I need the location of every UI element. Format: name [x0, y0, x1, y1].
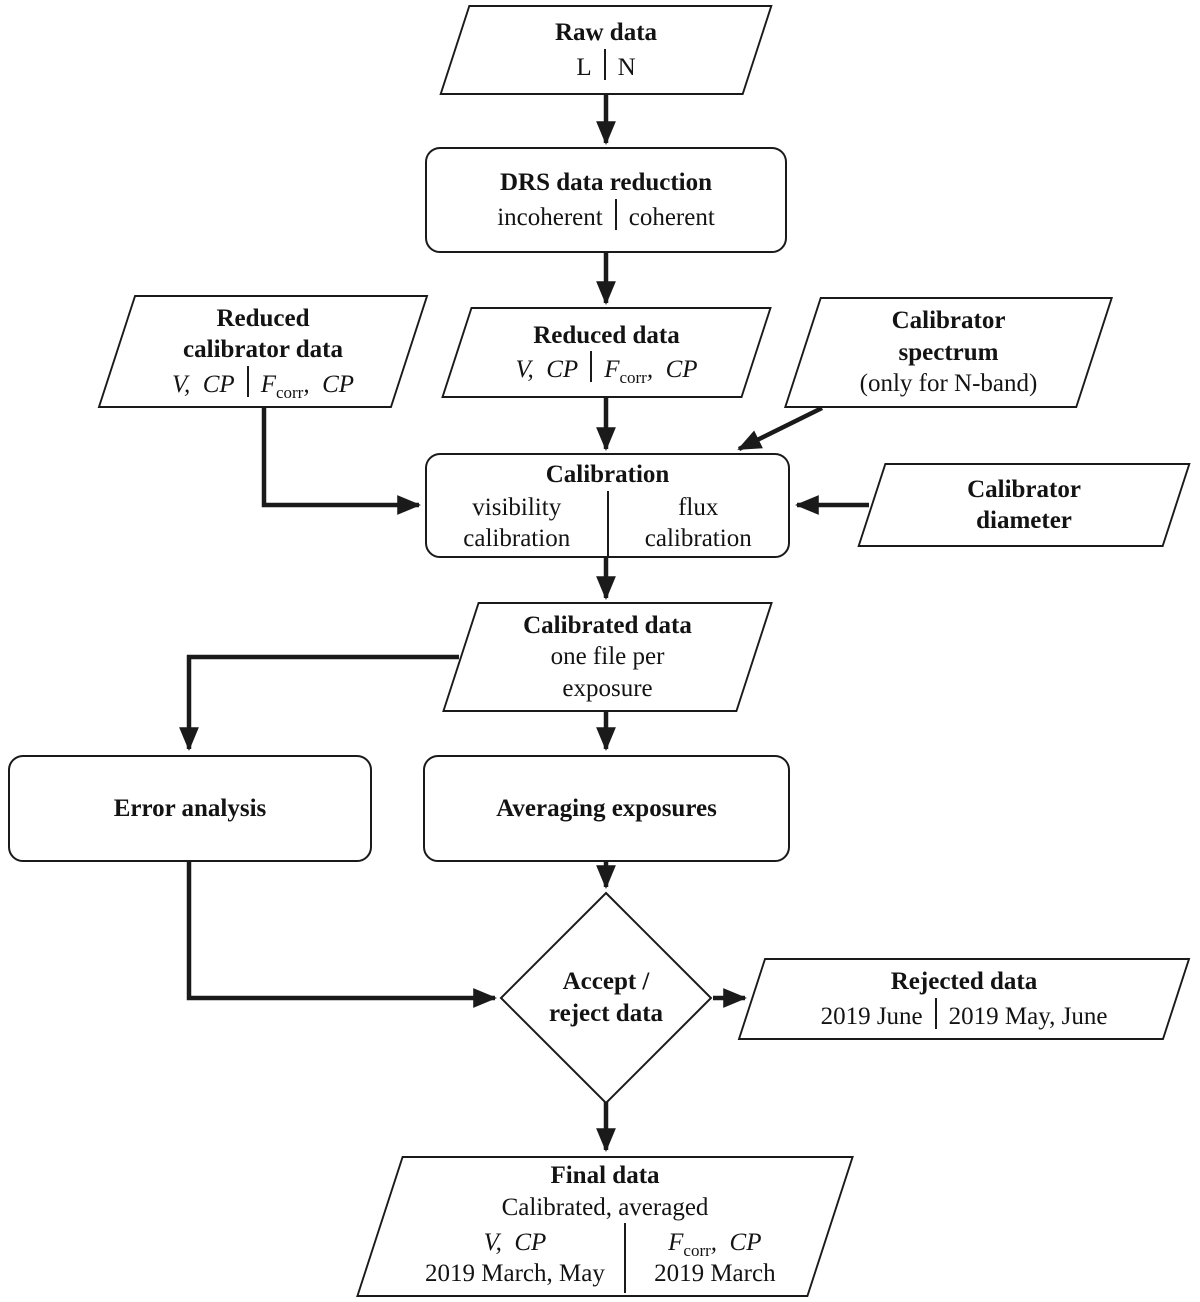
connector-redcal-to-calibration: [264, 406, 419, 505]
final-left-column: [406, 1223, 624, 1293]
formula-left: V, CP: [515, 355, 579, 383]
node-reduced-data: [456, 307, 757, 398]
divider-bar: [615, 199, 617, 230]
mode-right: coherent: [628, 203, 715, 231]
node-title: Raw data: [554, 19, 658, 47]
node-calibration: [425, 453, 790, 558]
col-line: flux: [678, 493, 719, 521]
node-title-line2: spectrum: [898, 338, 999, 366]
divider-bar: [935, 998, 937, 1029]
node-title-line1: Calibrator: [967, 475, 1081, 503]
subscript-corr: corr: [619, 367, 647, 387]
node-raw-data: [454, 5, 758, 95]
node-averaging-exposures: [423, 755, 790, 862]
node-subline1: one file per: [550, 643, 665, 671]
node-title-line1: Calibrator: [891, 307, 1006, 335]
node-calibrator-diameter: [871, 463, 1177, 547]
node-title: Averaging exposures: [496, 794, 717, 822]
final-right-column: [626, 1223, 804, 1293]
connector-error-to-decision: [189, 860, 495, 998]
node-title: Reduced data: [533, 321, 680, 349]
mode-left: incoherent: [497, 203, 603, 231]
connector-caldata-to-error: [189, 657, 459, 749]
node-subline: [576, 49, 635, 83]
node-title-line1: Reduced: [216, 304, 310, 332]
node-title: Final data: [550, 1162, 660, 1189]
node-title: Error analysis: [113, 794, 267, 822]
node-reduced-calibrator-data: [116, 295, 410, 408]
node-subtitle: Calibrated, averaged: [501, 1193, 709, 1221]
node-subline: [821, 998, 1108, 1032]
node-calibrated-data: [460, 602, 755, 712]
col-line: calibration: [463, 525, 571, 553]
divider-bar: [604, 49, 606, 80]
col-line: calibration: [644, 525, 752, 553]
subscript-corr: corr: [275, 382, 304, 402]
rejected-right: 2019 May, June: [948, 1002, 1108, 1030]
formula-right: $F_{corr}$, CP: [604, 355, 698, 387]
node-title: Calibrated data: [523, 611, 692, 639]
node-title-line1: Accept /: [562, 968, 650, 995]
node-final-data: [379, 1156, 831, 1297]
node-subline2: exposure: [562, 674, 653, 702]
subscript-corr: corr: [683, 1240, 711, 1260]
divider-bar: [590, 351, 592, 382]
node-title-line2: calibrator data: [183, 336, 343, 364]
rejected-left: 2019 June: [820, 1002, 923, 1030]
node-title: Rejected data: [890, 968, 1038, 996]
node-subline: [497, 199, 715, 233]
node-accept-reject-decision: [496, 966, 716, 1029]
calibration-left-column: [427, 491, 607, 557]
col-line: visibility: [472, 493, 562, 521]
connector-spectrum-to-calibration: [739, 408, 822, 449]
band-right: N: [617, 53, 636, 81]
formula-left: V, CP: [171, 370, 235, 398]
node-error-analysis: [8, 755, 372, 862]
formula-line: [515, 351, 697, 385]
node-title: Calibration: [545, 461, 670, 488]
node-title: DRS data reduction: [499, 169, 713, 197]
formula-right: $F_{corr}$, CP: [260, 370, 355, 402]
band-left: L: [576, 53, 592, 81]
divider-bar: [247, 366, 249, 397]
node-title-line2: reject data: [548, 999, 664, 1027]
dates-right: 2019 March: [654, 1260, 776, 1287]
formula-left: V, CP: [483, 1228, 547, 1256]
node-title-line2: diameter: [976, 507, 1072, 534]
formula-right: $F_{corr}$, CP: [668, 1228, 762, 1260]
calibration-right-column: [609, 491, 789, 557]
dates-left: 2019 March, May: [425, 1260, 605, 1287]
node-rejected-data: [751, 958, 1177, 1040]
formula-line: [172, 366, 354, 400]
node-calibrator-spectrum: [802, 297, 1095, 408]
node-drs-reduction: [425, 147, 787, 253]
node-note: (only for N-band): [859, 370, 1038, 398]
